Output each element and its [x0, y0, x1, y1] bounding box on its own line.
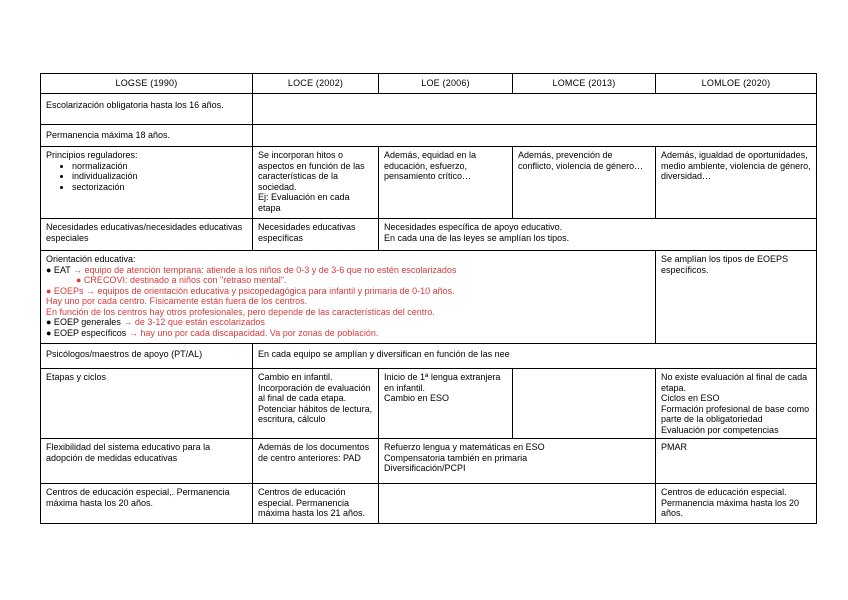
flexibilidad-loe-line: Compensatoria también en primaria: [384, 452, 528, 463]
list-item: • normalización: [72, 161, 247, 172]
etapas-loce-line: Incorporación de evaluación al final de cada etapa.: [258, 382, 371, 403]
etapas-lomloe-line: No existe evaluación al final de cada etapa.: [661, 372, 808, 393]
cell-flexibilidad-logse: Flexibilidad del sistema educativo para la adopción de medidas educativas: [41, 439, 253, 484]
row-necesidades: [41, 219, 817, 251]
cell-necesidades-loe: [379, 219, 817, 251]
flexibilidad-loe-line: Refuerzo lengua y matemáticas en ESO: [384, 442, 545, 452]
cell-psicologos-logse: Psicólogos/maestros de apoyo (PT/AL): [41, 344, 253, 369]
cell-etapas-loe: [379, 369, 513, 439]
orientacion-eat: [46, 265, 650, 276]
necesidades-loe-line2: En cada una de las leyes se amplían los tipos.: [384, 232, 570, 243]
header-row: [41, 74, 817, 94]
etapas-lomloe-line: Evaluación por competencias: [661, 424, 779, 435]
eat-text: → equipo de atención temprana: atiende a los niños de 0-3 y de 3-6 que no estén escolarizados: [73, 264, 457, 275]
cell-etapas-loce: [253, 369, 379, 439]
row-flexibilidad: [41, 439, 817, 484]
cell-orientacion-lomloe: Se amplían los tipos de EOEPS específicos.: [656, 251, 817, 344]
cell-etapas-lomloe: [656, 369, 817, 439]
header-logse: LOGSE (1990): [41, 74, 253, 94]
flexibilidad-loe-line: Diversificación/PCPI: [384, 463, 466, 473]
cell-etapas-lomce: [513, 369, 656, 439]
list-item: • individualización: [72, 171, 247, 182]
header-loce: LOCE (2002): [253, 74, 379, 94]
laws-comparison-table: [40, 73, 817, 524]
eat-label: ● EAT: [46, 264, 71, 275]
cell-empty: [253, 94, 817, 125]
row-permanencia: [41, 125, 817, 147]
especificos-text: → hay uno por cada discapacidad. Va por zonas de población.: [128, 327, 379, 338]
header-lomloe: LOMLOE (2020): [656, 74, 817, 94]
cell-flexibilidad-loe: [379, 439, 656, 484]
orientacion-hay-uno: Hay uno por cada centro. Físicamente están fuera de los centros.: [46, 296, 308, 306]
cell-principios-lomce: Además, prevención de conflicto, violencia de género…: [513, 147, 656, 219]
principios-title: Principios reguladores:: [46, 150, 138, 160]
cell-permanencia: Permanencia máxima 18 años.: [41, 125, 253, 147]
etapas-loe-line: Inicio de 1ª lengua extranjera en infantil.: [384, 372, 501, 393]
cell-necesidades-logse: Necesidades educativas/necesidades educativas especiales: [41, 219, 253, 251]
cell-centros-empty: [379, 484, 656, 524]
cell-flexibilidad-lomloe: PMAR: [656, 439, 817, 484]
etapas-loe-line: Cambio en ESO: [384, 393, 450, 403]
etapas-loce-line: Cambio en infantil.: [258, 372, 333, 382]
row-orientacion: [41, 251, 817, 344]
orientacion-eoeps: ● EOEPs → equipos de orientación educativa y psicopedagógica para infantil y primaria de 0-10 años.: [46, 285, 455, 296]
etapas-lomloe-line: Ciclos en ESO: [661, 393, 720, 403]
generales-label: ● EOEP generales: [46, 317, 121, 327]
header-lomce: LOMCE (2013): [513, 74, 656, 94]
necesidades-loe-line1: Necesidades específica de apoyo educativo.: [384, 222, 563, 232]
row-centros: [41, 484, 817, 524]
cell-empty: [253, 125, 817, 147]
cell-centros-logse: Centros de educación especial,. Permanencia máxima hasta los 20 años.: [41, 484, 253, 524]
header-loe: LOE (2006): [379, 74, 513, 94]
cell-principios-logse: [41, 147, 253, 219]
cell-necesidades-loce: Necesidades educativas específicas: [253, 219, 379, 251]
cell-centros-loce: Centros de educación especial. Permanencia máxima hasta los 21 años.: [253, 484, 379, 524]
row-etapas: [41, 369, 817, 439]
etapas-loce-line: Potenciar hábitos de lectura, escritura, cálculo: [258, 403, 373, 424]
cell-psicologos-rest: En cada equipo se amplían y diversifican en función de las nee: [253, 344, 817, 369]
orientacion-generales: [46, 317, 650, 328]
cell-orientacion: [41, 251, 656, 344]
cell-flexibilidad-loce: Además de los documentos de centro anteriores: PAD: [253, 439, 379, 484]
cell-centros-lomloe: Centros de educación especial. Permanencia máxima hasta los 20 años.: [656, 484, 817, 524]
cell-principios-lomloe: Además, igualdad de oportunidades, medio ambiente, violencia de género, diversidad…: [656, 147, 817, 219]
orientacion-crecovi: ● CRECOVI: destinado a niños con "retraso mental".: [76, 275, 287, 285]
principios-loce-text: Se incorporan hitos o aspectos en función de las características de la sociedad.: [258, 150, 365, 192]
row-principios: [41, 147, 817, 219]
cell-principios-loe: Además, equidad en la educación, esfuerzo, pensamiento crítico…: [379, 147, 513, 219]
especificos-label: ● EOEP específicos: [46, 327, 127, 338]
principios-loce-ej: Ej: Evaluación en cada etapa: [258, 192, 350, 213]
orientacion-funcion: En función de los centros hay otros profesionales, pero depende de las características del centro.: [46, 306, 435, 317]
list-item: • sectorización: [72, 182, 247, 193]
row-psicologos: [41, 344, 817, 369]
cell-escolarizacion: Escolarización obligatoria hasta los 16 años.: [41, 94, 253, 125]
principios-list: [46, 161, 247, 193]
cell-principios-loce: [253, 147, 379, 219]
orientacion-title: Orientación educativa:: [46, 254, 136, 264]
row-escolarizacion: [41, 94, 817, 125]
orientacion-especificos: [46, 328, 650, 339]
etapas-lomloe-line: Formación profesional de base como parte de la obligatoriedad: [661, 403, 810, 424]
generales-text: → de 3-12 que están escolarizados: [123, 317, 265, 327]
cell-etapas-logse: Etapas y ciclos: [41, 369, 253, 439]
